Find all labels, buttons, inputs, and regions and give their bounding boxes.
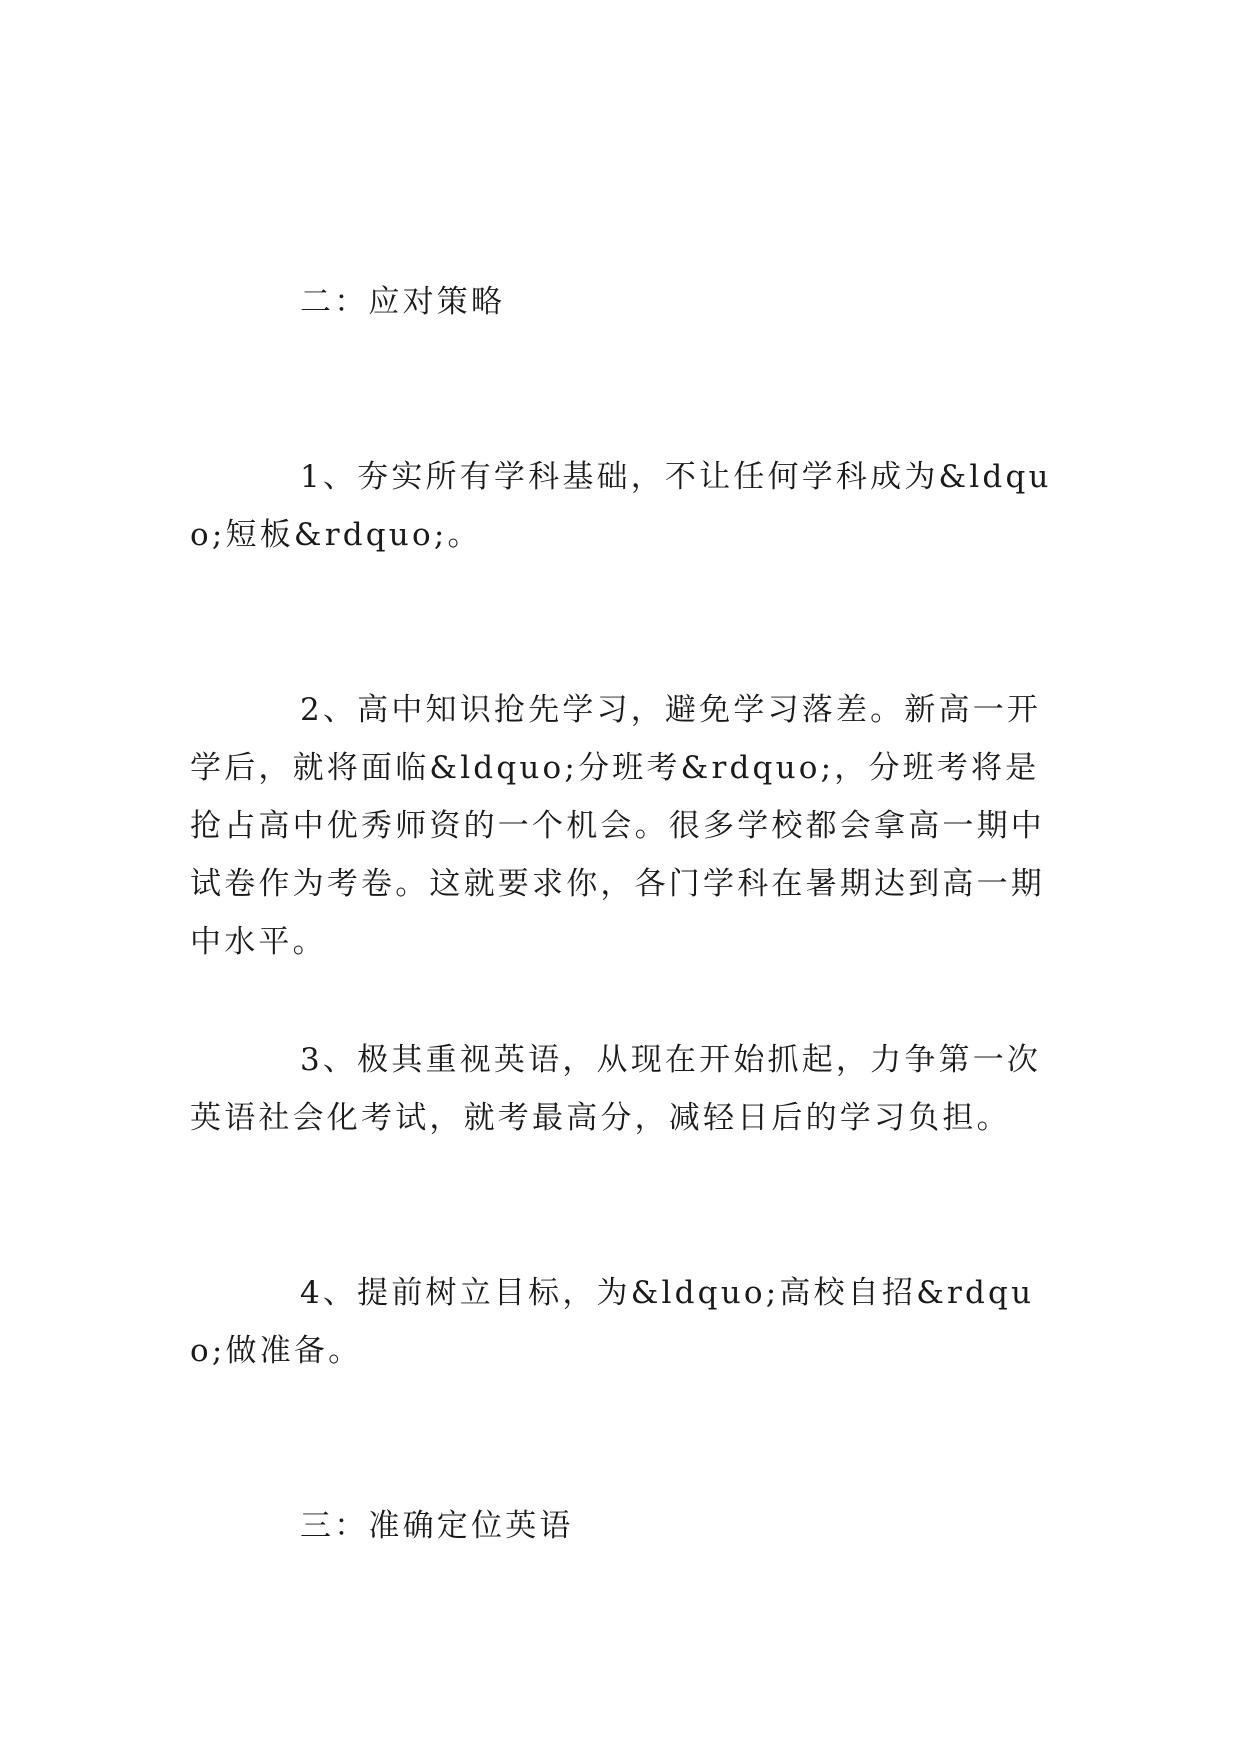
paragraph-item-4: 4、提前树立目标，为&ldquo;高校自招&rdquo;做准备。 bbox=[190, 1275, 1035, 1369]
paragraph-item-2: 2、高中知识抢先学习，避免学习落差。新高一开学后，就将面临&ldquo;分班考&rdquo;，分班考将是抢占高中优秀师资的一个机会。很多学校都会拿高一期中试卷作为考卷。这就要求你，各门学科在暑期达到高一期中水平。 bbox=[190, 692, 1045, 960]
paragraph-item-3: 3、极其重视英语，从现在开始抓起，力争第一次英语社会化考试，就考最高分，减轻日后的学习负担。 bbox=[190, 1042, 1042, 1136]
section-heading-english: 三：准确定位英语 bbox=[300, 1508, 574, 1544]
paragraph-item-1: 1、夯实所有学科基础，不让任何学科成为&ldquo;短板&rdquo;。 bbox=[190, 459, 1052, 553]
section-heading-strategies: 二：应对策略 bbox=[300, 284, 506, 320]
